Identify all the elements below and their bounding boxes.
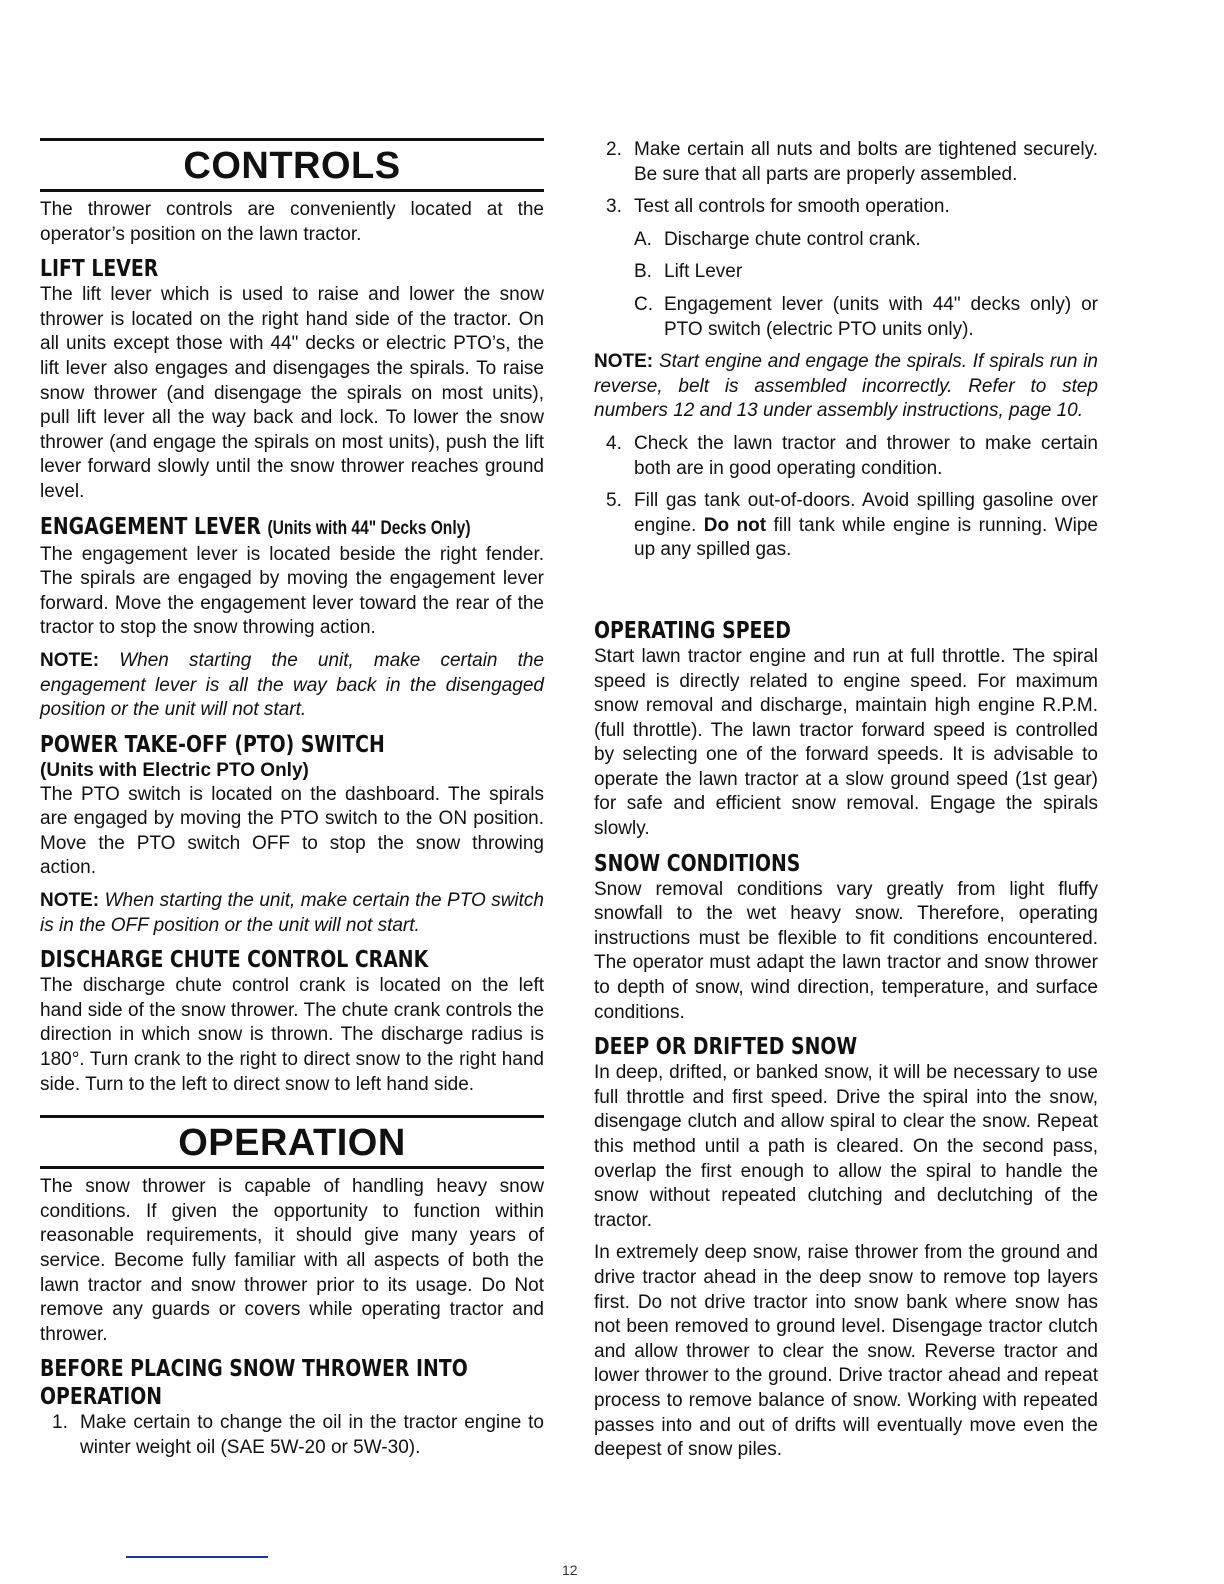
left-column xyxy=(40,138,544,1469)
engagement-text: The engagement lever is located beside the right fender. The spirals are engaged by moving the engagement lever forward. Move the engagement lever toward the rear of the tractor to stop the snow throwing action. xyxy=(40,543,544,639)
operating-speed-text: Start lawn tractor engine and run at full throttle. The spiral speed is directly related to engine speed. For maximum snow removal and discharge, maintain high engine R.P.M. (full throttle). The lawn tractor forward speed is controlled by selecting one of the forward speeds. It is advisable to operate the lawn tractor at a slow ground speed (1st gear) for safe and efficient snow removal. Engage the spirals slowly. xyxy=(594,645,1098,840)
engagement-heading-sub: (Units with 44" Decks Only) xyxy=(267,517,471,539)
list-item xyxy=(594,195,1098,342)
before-steps-list xyxy=(40,1411,544,1460)
before-heading-line2: OPERATION xyxy=(40,1384,163,1411)
chute-crank-heading: DISCHARGE CHUTE CONTROL CRANK xyxy=(40,947,429,974)
controls-top-rule xyxy=(40,138,544,141)
engagement-note xyxy=(40,649,544,723)
step-number: 4. xyxy=(606,432,622,454)
note-text: Start engine and engage the spirals. If spirals run in reverse, belt is assembled incorrectly. Refer to step numbers 12 and 13 under assembly instructions, page 10. xyxy=(594,351,1098,422)
spirals-note xyxy=(594,350,1098,424)
step-text-b: fill tank while engine is running. Wipe up any spilled gas. xyxy=(634,514,1098,561)
step-letter: B. xyxy=(634,261,652,283)
pto-note xyxy=(40,889,544,938)
engagement-heading-main: ENGAGEMENT LEVER xyxy=(40,513,261,540)
step-text: Discharge chute control crank. xyxy=(664,228,921,250)
operation-bottom-rule xyxy=(40,1166,544,1169)
note-text: When starting the unit, make certain the PTO switch is in the OFF position or the unit will not start. xyxy=(40,890,544,936)
footer-rule xyxy=(126,1556,268,1558)
step-text: Engagement lever (units with 44" decks only) or PTO switch (electric PTO units only). xyxy=(664,293,1098,340)
controls-intro: The thrower controls are conveniently located at the operator’s position on the lawn tractor. xyxy=(40,199,544,245)
list-item xyxy=(594,138,1098,187)
list-item xyxy=(634,293,1098,342)
step-letter: C. xyxy=(634,293,653,315)
step-text: Lift Lever xyxy=(664,261,743,283)
note-label: NOTE: xyxy=(594,351,654,373)
page-number: 12 xyxy=(562,1562,578,1578)
step-number: 3. xyxy=(606,196,622,218)
step-text: Make certain all nuts and bolts are tightened securely. Be sure that all parts are properly assembled. xyxy=(634,139,1098,185)
list-item xyxy=(594,489,1098,563)
deep-snow-text-1: In deep, drifted, or banked snow, it will be necessary to use full throttle and first speed. Drive the spiral into the snow, disengage clutch and allow spiral to clear the snow. Repeat this method until a path is cleared. On the second pass, overlap the first enough to allow the spiral to handle the snow without repeated clutching and declutching of the tractor. xyxy=(594,1062,1098,1231)
before-steps-final xyxy=(594,432,1098,563)
deep-snow-heading: DEEP OR DRIFTED SNOW xyxy=(594,1034,858,1061)
pto-text: The PTO switch is located on the dashboard. The spirals are engaged by moving the PTO switch to the ON position. Move the PTO switch OFF to stop the snow throwing action. xyxy=(40,783,544,879)
operation-title: OPERATION xyxy=(178,1122,406,1165)
engagement-lever-heading xyxy=(40,513,471,543)
controls-title: CONTROLS xyxy=(183,145,401,187)
step-text: Check the lawn tractor and thrower to make certain both are in good operating condition. xyxy=(634,432,1098,479)
column-spacer xyxy=(594,571,1098,611)
snow-conditions-heading: SNOW CONDITIONS xyxy=(594,850,801,877)
chute-crank-text: The discharge chute control crank is located on the left hand side of the snow thrower. The chute crank controls the direction in which snow is thrown. The discharge radius is 180°. Turn crank to the right to direct snow to the right hand side. Turn to the left to direct snow to left hand side. xyxy=(40,975,544,1095)
list-item xyxy=(634,228,1098,253)
sub-steps-list xyxy=(634,228,1098,342)
operation-top-rule xyxy=(40,1115,544,1118)
pto-heading: POWER TAKE-OFF (PTO) SWITCH xyxy=(40,731,385,758)
lift-lever-text: The lift lever which is used to raise and lower the snow thrower is located on the right hand side of the tractor. On all units except those with 44" decks or electric PTO’s, the lift lever also engages and disengages the spirals. To raise snow thrower (and disengage the spirals on most units), pull lift lever all the way back and lock. To lower the snow thrower (and engage the spirals on most units), push the lift lever forward slowly until the snow thrower reaches ground level. xyxy=(40,284,544,502)
pto-subheading: (Units with Electric PTO Only) xyxy=(40,759,309,781)
lift-lever-heading: LIFT LEVER xyxy=(40,256,159,283)
note-text: When starting the unit, make certain the engagement lever is all the way back in the disengaged position or the unit will not start. xyxy=(40,649,545,721)
note-label: NOTE: xyxy=(40,890,100,912)
before-operation-heading xyxy=(40,1355,468,1411)
before-steps-continued xyxy=(594,138,1098,342)
before-heading-line1: BEFORE PLACING SNOW THROWER INTO xyxy=(40,1356,468,1383)
right-column xyxy=(594,138,1098,1471)
step-text: Test all controls for smooth operation. xyxy=(634,196,950,218)
step-number: 1. xyxy=(52,1412,68,1434)
snow-conditions-text: Snow removal conditions vary greatly from light fluffy snowfall to the wet heavy snow. Therefore, operating instructions must be flexible to fit conditions encountered. The operator must adapt the lawn tractor and snow thrower to depth of snow, wind direction, temperature, and surface conditions. xyxy=(594,878,1098,1023)
operation-intro: The snow thrower is capable of handling heavy snow conditions. If given the opportunity to function within reasonable requirements, it should give many years of service. Become fully familiar with all aspects of both the lawn tractor and snow thrower prior to its usage. Do Not remove any guards or covers while operating tractor and thrower. xyxy=(40,1176,544,1345)
step-letter: A. xyxy=(634,228,652,250)
operating-speed-heading: OPERATING SPEED xyxy=(594,617,791,644)
step-text-a: Fill gas tank out-of-doors. Avoid spilling gasoline over engine. xyxy=(634,490,1098,536)
deep-snow-text-2: In extremely deep snow, raise thrower from the ground and drive tractor ahead in the deep snow to remove top layers first. Do not drive tractor into snow bank where snow has not been removed to ground level. Disengage tractor clutch and allow thrower to clear the snow. Reverse tractor and lower thrower to the ground. Drive tractor ahead and repeat process to remove balance of snow. Working with repeated passes into and out of drifts will eventually move even the deepest of snow piles. xyxy=(594,1242,1098,1461)
list-item xyxy=(40,1411,544,1460)
list-item xyxy=(634,260,1098,285)
step-number: 2. xyxy=(606,139,622,160)
controls-bottom-rule xyxy=(40,189,544,192)
note-label: NOTE: xyxy=(40,649,100,671)
step-bold-text: Do not xyxy=(703,514,767,536)
step-text: Make certain to change the oil in the tractor engine to winter weight oil (SAE 5W-20 or 5W-30). xyxy=(80,1412,544,1458)
list-item xyxy=(594,432,1098,481)
step-number: 5. xyxy=(606,490,622,512)
